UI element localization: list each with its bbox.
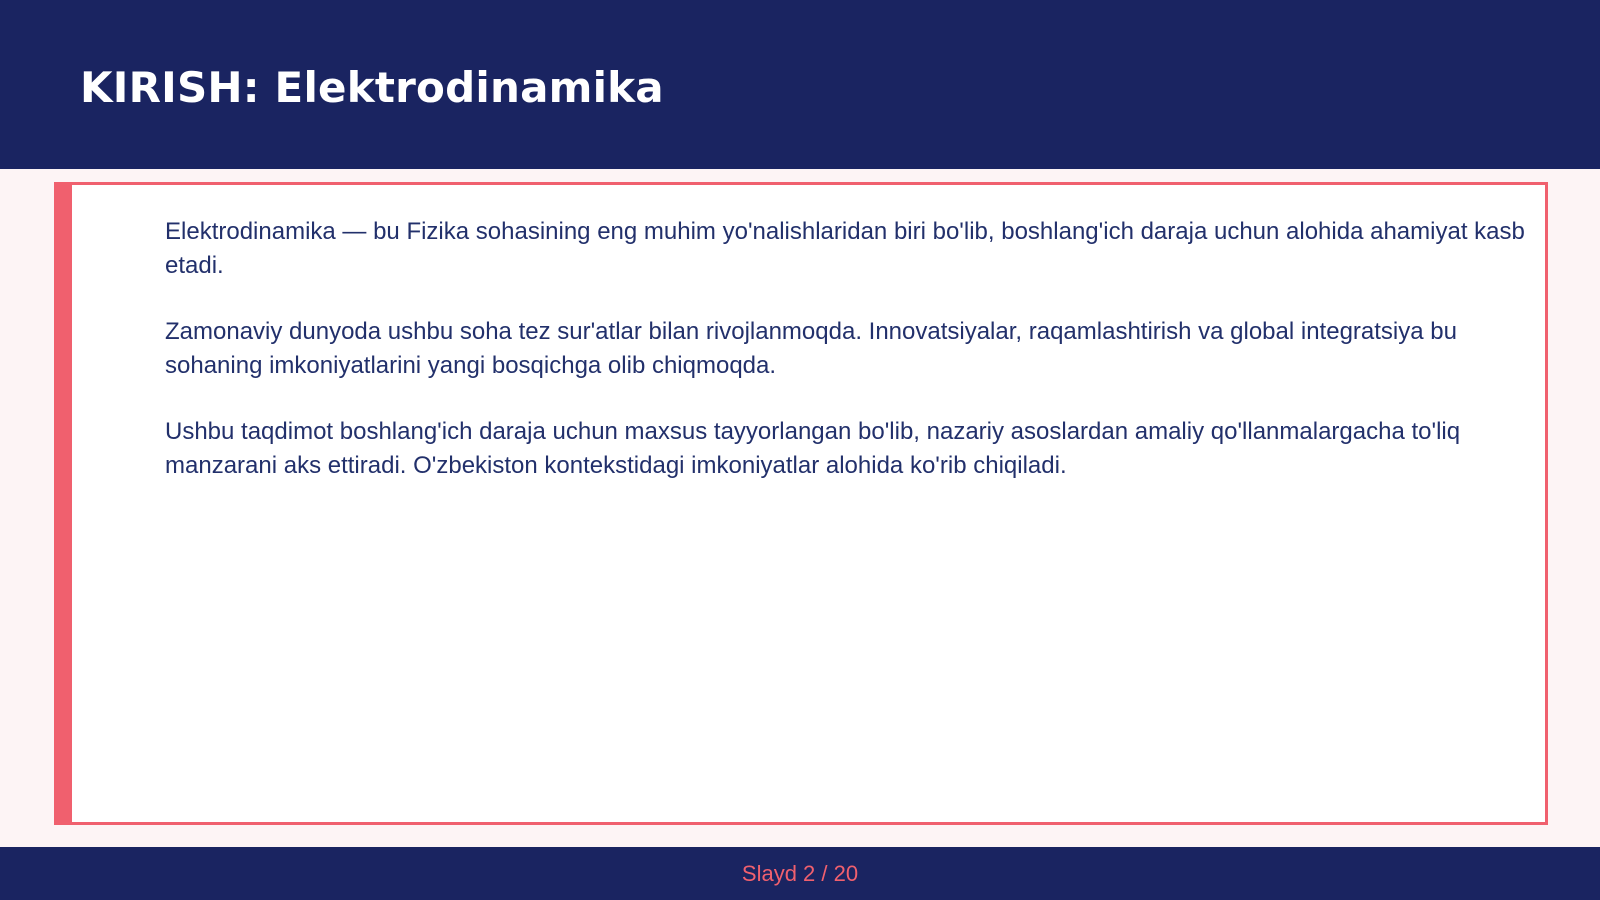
slide-footer	[0, 847, 1600, 900]
content-card	[54, 182, 1548, 825]
development-paragraph: Zamonaviy dunyoda ushbu soha tez sur'atlar bilan rivojlanmoqda. Innovatsiyalar, raqamlashtirish va global integratsiya bu sohaning imkoniyatlarini yangi bosqichga olib chiqmoqda.	[165, 318, 1457, 379]
slide-counter: Slayd 2 / 20	[741, 861, 859, 886]
slide-header	[0, 0, 1600, 169]
slide-title: KIRISH: Elektrodinamika	[80, 63, 664, 112]
intro-paragraph: Elektrodinamika — bu Fizika sohasining eng muhim yo'nalishlaridan biri bo'lib, boshlang'ich daraja uchun alohida ahamiyat kasb etadi.	[165, 218, 1525, 279]
content-body	[165, 215, 1545, 515]
presentation-paragraph: Ushbu taqdimot boshlang'ich daraja uchun maxsus tayyorlangan bo'lib, nazariy asoslardan amaliy qo'llanmalargacha to'liq manzarani aks ettiradi. O'zbekiston kontekstidagi imkoniyatlar alohida ko'rib chiqiladi.	[165, 418, 1461, 479]
